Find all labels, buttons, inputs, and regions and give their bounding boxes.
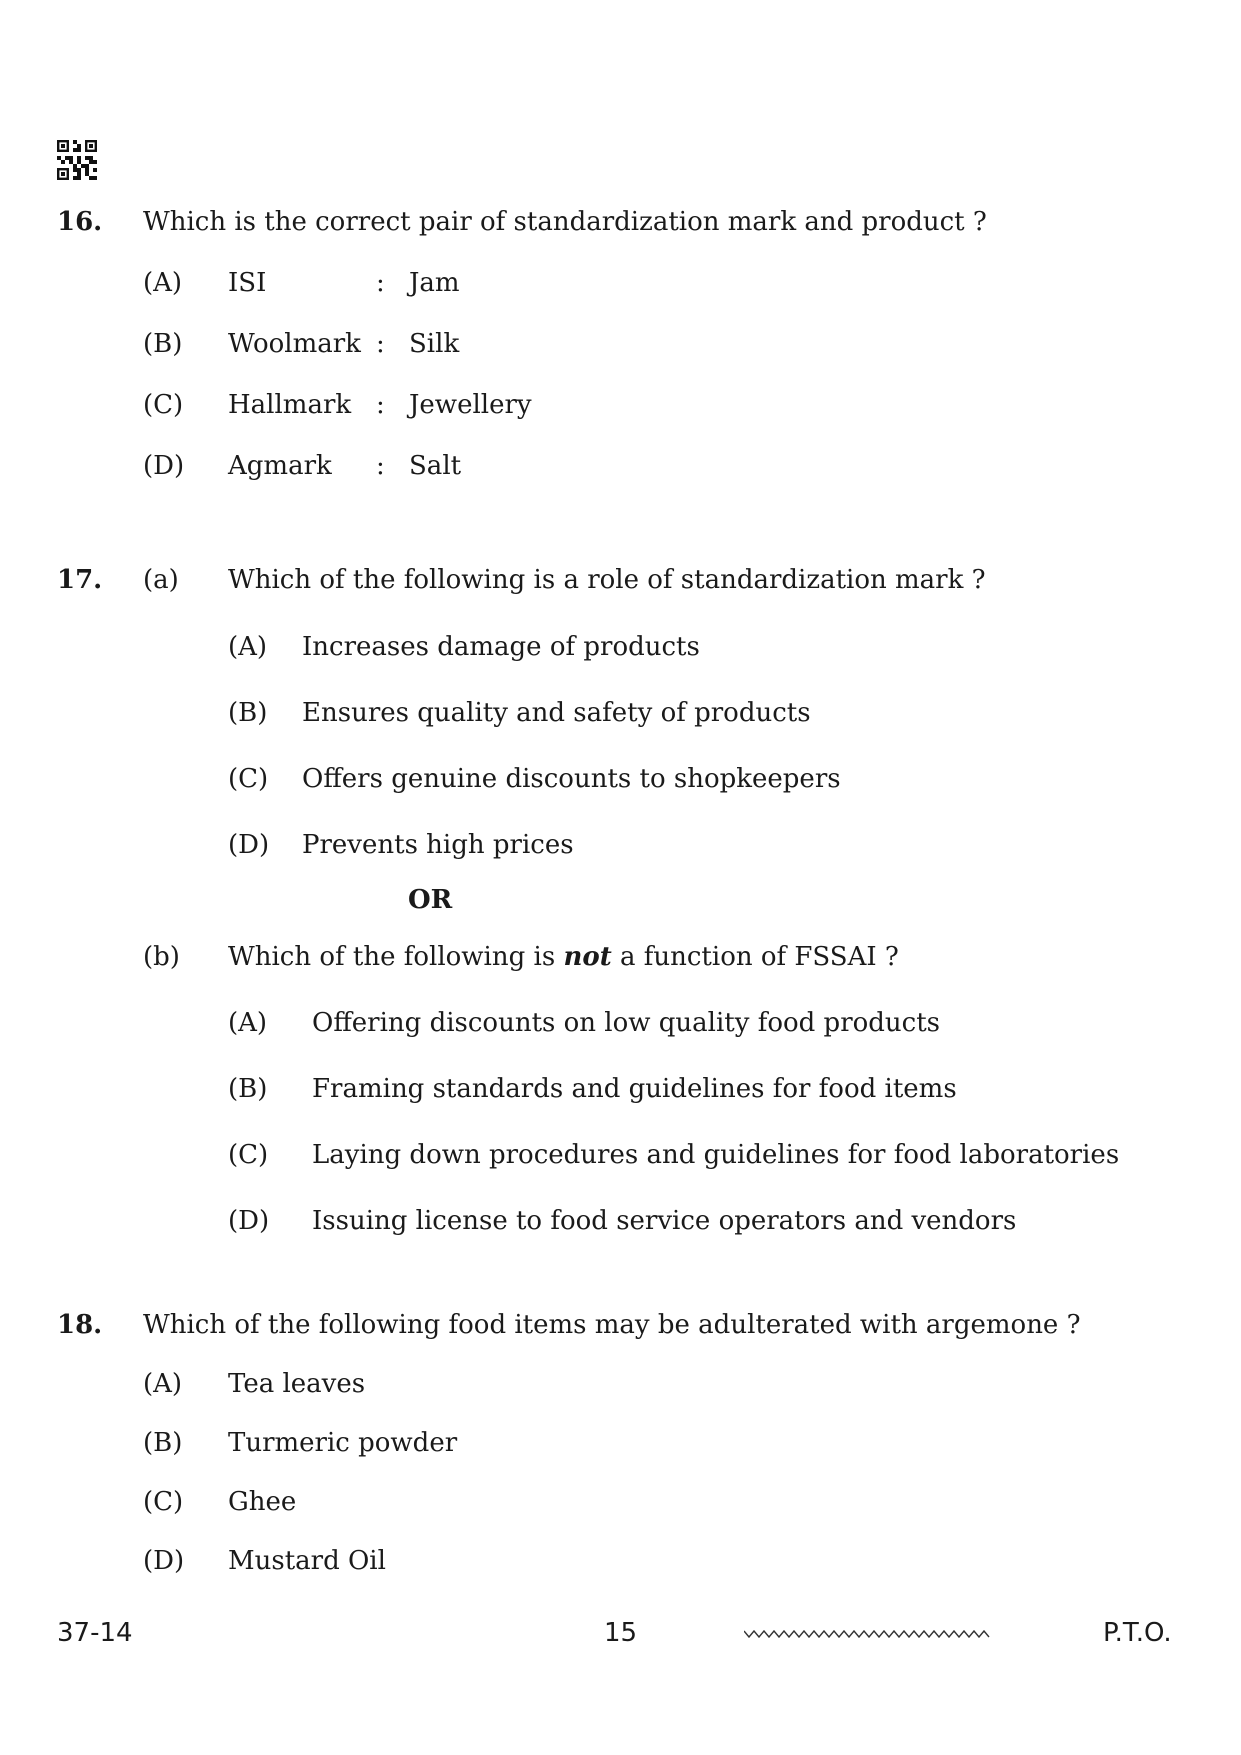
question-text: Which of the following food items may be adulterated with argemone ? <box>143 1310 1081 1340</box>
option-label: (C) <box>143 1487 184 1517</box>
option-mark: Hallmark <box>228 390 352 420</box>
option-label: (B) <box>143 329 183 359</box>
option-label: (B) <box>228 1074 268 1104</box>
option-label: (D) <box>143 451 185 481</box>
page-number: 15 <box>604 1618 638 1648</box>
question-number: 18. <box>57 1310 103 1340</box>
option-text: Issuing license to food service operators and vendors <box>312 1206 1017 1236</box>
option-product: Silk <box>409 329 460 359</box>
option-text: Prevents high prices <box>302 830 574 860</box>
part-label: (a) <box>143 565 179 595</box>
option-mark: Agmark <box>228 451 332 481</box>
option-text: Ghee <box>228 1487 297 1517</box>
option-text: Framing standards and guidelines for food items <box>312 1074 957 1104</box>
pto-label: P.T.O. <box>1103 1618 1172 1648</box>
option-text: Laying down procedures and guidelines for food laboratories <box>312 1140 1120 1170</box>
qr-code-icon <box>57 140 97 180</box>
option-text: Tea leaves <box>228 1369 366 1399</box>
option-product: Jewellery <box>409 390 532 420</box>
option-mark: Woolmark <box>228 329 361 359</box>
option-product: Jam <box>409 268 460 298</box>
option-separator: : <box>376 329 385 359</box>
option-separator: : <box>376 451 385 481</box>
part-label: (b) <box>143 942 180 972</box>
question-number: 17. <box>57 565 103 595</box>
option-label: (B) <box>228 698 268 728</box>
option-text: Offering discounts on low quality food products <box>312 1008 941 1038</box>
option-label: (A) <box>143 1369 183 1399</box>
question-number: 16. <box>57 207 103 237</box>
or-divider: OR <box>408 885 453 915</box>
wavy-line-icon <box>744 1627 994 1641</box>
paper-code: 37-14 <box>57 1618 133 1648</box>
emphasis-not: not <box>563 942 612 972</box>
option-label: (A) <box>143 268 183 298</box>
option-separator: : <box>376 268 385 298</box>
option-text: Mustard Oil <box>228 1546 386 1576</box>
option-label: (A) <box>228 632 268 662</box>
option-mark: ISI <box>228 268 267 298</box>
option-text: Ensures quality and safety of products <box>302 698 811 728</box>
option-label: (C) <box>143 390 184 420</box>
option-label: (D) <box>143 1546 185 1576</box>
option-label: (D) <box>228 830 270 860</box>
question-text: Which is the correct pair of standardization mark and product ? <box>143 207 987 237</box>
option-separator: : <box>376 390 385 420</box>
option-text: Increases damage of products <box>302 632 700 662</box>
option-label: (A) <box>228 1008 268 1038</box>
option-text: Turmeric powder <box>228 1428 458 1458</box>
option-label: (D) <box>228 1206 270 1236</box>
question-text: Which of the following is a role of standardization mark ? <box>228 565 986 595</box>
option-product: Salt <box>409 451 462 481</box>
option-label: (C) <box>228 1140 269 1170</box>
option-label: (C) <box>228 764 269 794</box>
option-label: (B) <box>143 1428 183 1458</box>
option-text: Offers genuine discounts to shopkeepers <box>302 764 841 794</box>
question-text: Which of the following is not a function of FSSAI ? <box>228 942 899 972</box>
